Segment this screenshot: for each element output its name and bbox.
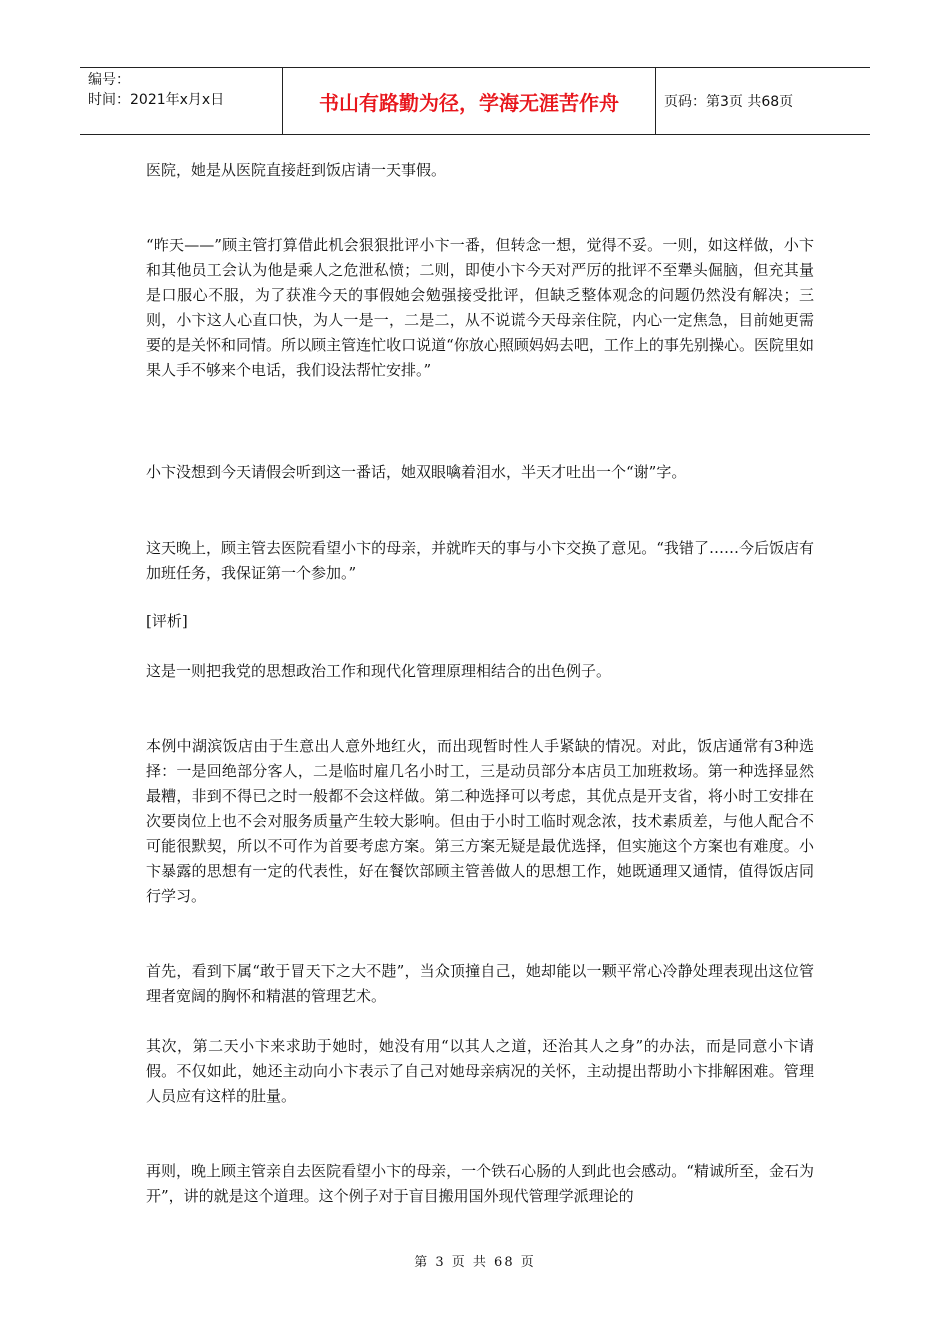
paragraph-6: 本例中湖滨饭店由于生意出人意外地红火，而出现暂时性人手紧缺的情况。对此，饭店通常有3种选择：一是回绝部分客人，二是临时雇几名小时工，三是动员部分本店员工加班救场。第一种选择显然最糟，非到不得已之时一般都不会这样做。第二种选择可以考虑，其优点是开支省，将小时工安排在次要岗位上也不会对服务质量产生较大影响。但由于小时工临时观念浓，技术素质差，与他人配合不可能很默契，所以不可作为首要考虑方案。第三方案无疑是最优选择，但实施这个方案也有难度。小卞暴露的思想有一定的代表性，好在餐饮部顾主管善做人的思想工作，她既通理又通情，值得饭店同行学习。 <box>146 737 814 905</box>
paragraph-5: 这是一则把我党的思想政治工作和现代化管理原理相结合的出色例子。 <box>146 662 612 680</box>
paragraph-8: 其次，第二天小卞来求助于她时，她没有用“以其人之道，还治其人之身”的办法，而是同意小卞请假。不仅如此，她还主动向小卞表示了自己对她母亲病况的关怀，主动提出帮助小卞排解困难。管理人员应有这样的肚量。 <box>146 1037 814 1105</box>
page-header <box>80 67 870 135</box>
document-code-label: 编号： <box>88 72 130 88</box>
document-date: 时间：2021年x月x日 <box>88 92 225 108</box>
paragraph-4: 这天晚上，顾主管去医院看望小卞的母亲，并就昨天的事与小卞交换了意见。“我错了……今后饭店有加班任务，我保证第一个参加。” <box>146 539 814 582</box>
page-footer: 第 3 页 共 68 页 <box>414 1255 536 1270</box>
section-heading-review: [评析] <box>146 612 188 630</box>
header-meta <box>80 68 282 134</box>
paragraph-2: “昨天——”顾主管打算借此机会狠狠批评小卞一番，但转念一想，觉得不妥。一则，如这样做，小卞和其他员工会认为他是乘人之危泄私愤；二则，即使小卞今天对严厉的批评不至犟头倔脑，但充其量是口服心不服，为了获准今天的事假她会勉强接受批评，但缺乏整体观念的问题仍然没有解决；三则，小卞这人心直口快，为人一是一，二是二，从不说谎今天母亲住院，内心一定焦急，目前她更需要的是关怀和同情。所以顾主管连忙收口说道“你放心照顾妈妈去吧，工作上的事先别操心。医院里如果人手不够来个电话，我们设法帮忙安排。” <box>146 236 814 379</box>
header-page-info: 页码：第3页 共68页 <box>664 94 794 110</box>
paragraph-7: 首先，看到下属“敢于冒天下之大不韪”，当众顶撞自己，她却能以一颗平常心冷静处理表现出这位管理者宽阔的胸怀和精湛的管理艺术。 <box>146 962 814 1005</box>
paragraph-9: 再则，晚上顾主管亲自去医院看望小卞的母亲，一个铁石心肠的人到此也会感动。“精诚所至，金石为开”，讲的就是这个道理。这个例子对于盲目搬用国外现代管理学派理论的 <box>146 1162 814 1205</box>
paragraph-1: 医院，她是从医院直接赶到饭店请一天事假。 <box>146 161 447 179</box>
header-motto: 书山有路勤为径，学海无涯苦作舟 <box>282 68 656 134</box>
paragraph-3: 小卞没想到今天请假会听到这一番话，她双眼噙着泪水，半天才吐出一个“谢”字。 <box>146 463 687 481</box>
